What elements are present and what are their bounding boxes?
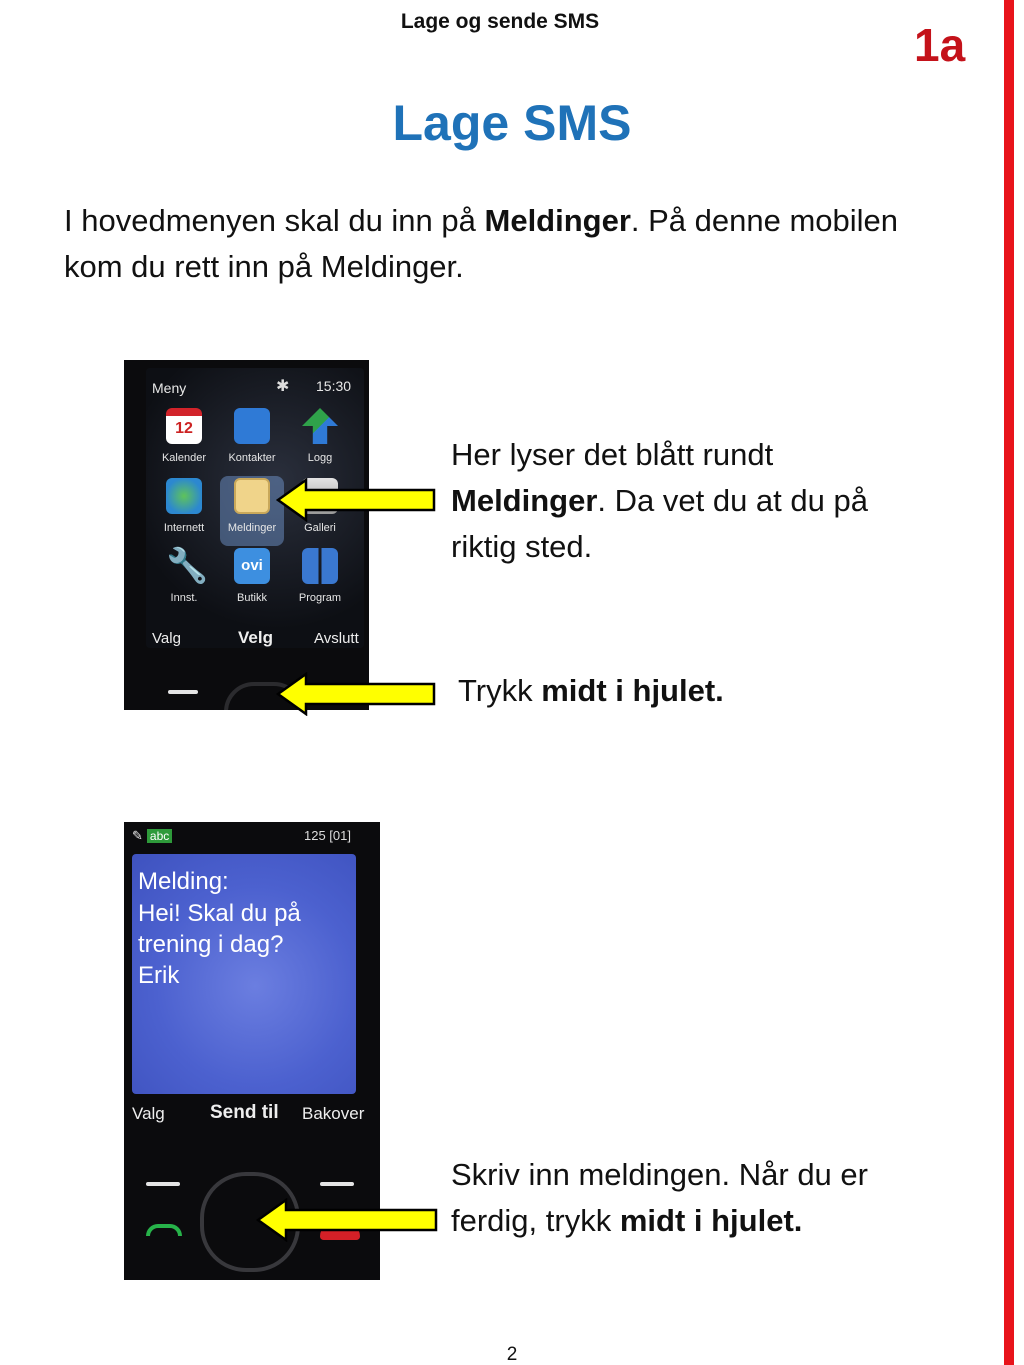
menu-item-label: Kalender: [161, 452, 207, 464]
menu-item-label: Innst.: [170, 592, 198, 604]
bluetooth-icon: ✱: [276, 378, 290, 395]
envelope-icon: [234, 478, 270, 514]
log-icon: [302, 408, 338, 444]
apps-icon: [302, 548, 338, 584]
caption-press-wheel: Trykk midt i hjulet.: [458, 673, 724, 708]
left-key-indicator: [168, 690, 198, 694]
softkey-middle[interactable]: Velg: [238, 628, 273, 647]
menu-item-log[interactable]: [288, 408, 352, 474]
left-key-indicator: [146, 1182, 180, 1186]
clock-time: 15:30: [316, 378, 352, 394]
character-counter: 125 [01]: [304, 828, 351, 843]
menu-item-label: Galleri: [304, 522, 336, 534]
header-title: Lage og sende SMS: [400, 10, 600, 33]
arrow-to-wheel-2: [256, 1198, 438, 1242]
softkey-send-to[interactable]: Send til: [210, 1102, 279, 1123]
arrow-to-messages: [276, 478, 436, 522]
phone-menu-photo: [124, 360, 369, 710]
text-input-icon: ✎: [132, 828, 143, 843]
softkey-left[interactable]: Valg: [152, 630, 181, 647]
status-bar: [132, 828, 172, 844]
page-title: Lage SMS: [392, 95, 632, 151]
menu-item-internet[interactable]: [152, 478, 216, 544]
contacts-icon: [234, 408, 270, 444]
menu-item-label: Butikk: [237, 592, 267, 604]
ovi-store-icon: ovi: [234, 548, 270, 584]
right-key-indicator: [320, 1182, 354, 1186]
arrow-to-wheel: [276, 672, 436, 716]
intro-paragraph: I hovedmenyen skal du inn på Meldinger. På denne mobilen kom du rett inn på Meldinger.: [64, 203, 899, 284]
menu-item-store[interactable]: [220, 548, 284, 614]
call-key-icon[interactable]: [146, 1224, 182, 1236]
message-label: Melding:: [138, 868, 229, 895]
softkey-right[interactable]: Avslutt: [314, 630, 359, 647]
menu-item-programs[interactable]: [288, 548, 352, 614]
menu-item-calendar[interactable]: [152, 408, 216, 474]
calendar-icon: 12: [166, 408, 202, 444]
menu-item-label: Internett: [163, 522, 205, 534]
menu-label: Meny: [152, 380, 187, 396]
menu-item-label: Kontakter: [228, 452, 276, 464]
message-body[interactable]: Hei! Skal du på trening i dag? Erik: [138, 900, 301, 989]
menu-item-settings[interactable]: [152, 548, 216, 614]
menu-item-label: Meldinger: [227, 522, 277, 534]
wrench-icon: 🔧: [166, 547, 209, 585]
page-number: 2: [506, 1344, 518, 1365]
menu-item-label: Program: [298, 592, 342, 604]
page-code: 1a: [914, 19, 966, 71]
side-accent-bar: [1004, 0, 1014, 1365]
softkey-left[interactable]: Valg: [132, 1104, 165, 1123]
message-editor-screen[interactable]: [132, 854, 356, 1094]
caption-highlight: Her lyser det blått rundt Meldinger. Da vet du at du på riktig sted.: [451, 437, 868, 564]
globe-icon: [166, 478, 202, 514]
menu-item-contacts[interactable]: [220, 408, 284, 474]
softkey-back[interactable]: Bakover: [302, 1104, 365, 1123]
menu-item-messages[interactable]: [220, 478, 284, 544]
input-mode-badge: abc: [147, 829, 172, 843]
menu-item-label: Logg: [307, 452, 333, 464]
caption-write-message: Skriv inn meldingen. Når du er ferdig, trykk midt i hjulet.: [451, 1157, 868, 1238]
